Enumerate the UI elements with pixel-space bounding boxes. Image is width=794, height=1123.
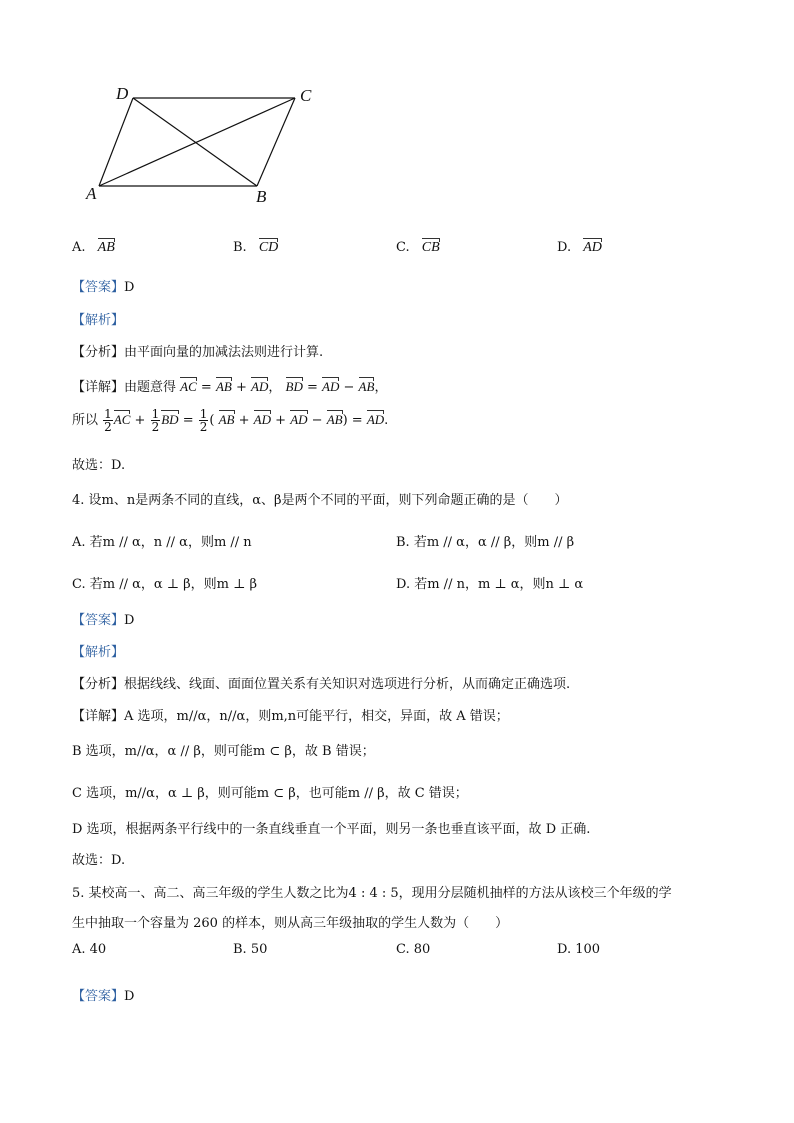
q5-answer	[72, 985, 134, 1004]
q3-option-d	[557, 240, 602, 256]
q3-fenxi	[72, 341, 323, 360]
option-letter: C.	[396, 240, 410, 255]
vector-ac: AC	[113, 412, 131, 427]
xiangjie-line-a: A 选项，m//α，n//α，则m,n可能平行，相交，异面，故 A 错误；	[124, 709, 509, 724]
vector-ab: AB	[358, 379, 375, 394]
q5-option-b: B. 50	[233, 942, 268, 957]
q4-line-b: B 选项，m//α，α // β，则可能m ⊂ β，故 B 错误；	[72, 744, 375, 759]
q4-option-c: C. 若m // α，α ⊥ β，则m ⊥ β	[72, 577, 257, 592]
vector-ab: AB	[218, 412, 235, 427]
q4-line-c: C 选项，m//α，α ⊥ β，则可能m ⊂ β，也可能m // β，故 C 错误；	[72, 786, 468, 801]
vector-cd: CD	[258, 240, 279, 255]
q3-result-line: 所以 $\frac{1}{2}$ AC + $\frac{1}{2}$ BD = $\frac{1}{2}$ ( AB + AD + AD − AB) = AD.	[72, 407, 389, 434]
q4-analysis-tag: 【解析】	[72, 645, 125, 660]
q4-stem	[72, 489, 568, 508]
vector-bd: BD	[285, 379, 303, 394]
answer-value: D	[124, 613, 135, 628]
q5-option-c: C. 80	[396, 942, 431, 957]
answer-tag: 【答案】	[72, 280, 125, 295]
q3-option-a	[72, 240, 115, 256]
answer-tag: 【答案】	[72, 613, 125, 628]
q3-xiangjie: 【详解】由题意得 AC = AB + AD， BD = AD − AB，	[72, 379, 388, 395]
q5-stem-line1: 5. 某校高一、高二、高三年级的学生人数之比为4 : 4 : 5，现用分层随机抽样的方法从该校三个年级的学	[72, 886, 672, 901]
fraction-half: $\frac{1}{2}$	[104, 407, 112, 434]
answer-value: D	[124, 280, 135, 295]
xiangjie-prefix: 由题意得	[124, 380, 177, 395]
q4-line-d: D 选项，根据两条平行线中的一条直线垂直一个平面，则另一条也垂直该平面，故 D 正确.	[72, 822, 591, 837]
vector-ab: AB	[215, 379, 232, 394]
question-text: 设m、n是两条不同的直线，α、β是两个不同的平面，则下列命题正确的是（ ）	[88, 493, 568, 508]
q3-conclusion: 故选：D.	[72, 458, 126, 473]
answer-value: D	[124, 989, 135, 1004]
label-B: B	[256, 187, 267, 206]
q4-option-b: B. 若m // α，α // β，则m // β	[396, 535, 575, 550]
question-number: 4.	[72, 493, 85, 508]
fenxi-text: 根据线线、线面、面面位置关系有关知识对选项进行分析，从而确定正确选项.	[124, 677, 571, 692]
fraction-half: $\frac{1}{2}$	[199, 407, 208, 434]
option-letter: B.	[233, 240, 247, 255]
vector-ad: AD	[253, 412, 272, 427]
q4-answer	[72, 609, 134, 628]
fraction-half: $\frac{1}{2}$	[151, 407, 160, 434]
label-A: A	[86, 184, 97, 203]
vector-ad: AD	[290, 412, 308, 427]
option-letter: D.	[557, 240, 572, 255]
vector-ad: AD	[251, 379, 269, 394]
q4-conclusion: 故选：D.	[72, 853, 126, 868]
q4-option-d: D. 若m // n，m ⊥ α，则n ⊥ α	[396, 577, 584, 592]
option-letter: A.	[72, 240, 86, 255]
xiangjie-tag: 【详解】	[72, 380, 125, 395]
q3-answer	[72, 276, 134, 295]
q3-option-c	[396, 240, 440, 256]
suoyi: 所以	[72, 413, 99, 428]
q4-option-a: A. 若m // α，n // α，则m // n	[72, 535, 252, 550]
vector-ad: AD	[583, 240, 602, 255]
vector-ac: AC	[180, 379, 197, 394]
q5-stem-line2: 生中抽取一个容量为 260 的样本，则从高三年级抽取的学生人数为（ ）	[72, 916, 509, 931]
fenxi-tag: 【分析】	[72, 345, 125, 360]
fenxi-tag: 【分析】	[72, 677, 125, 692]
q5-option-d: D. 100	[557, 942, 601, 957]
q5-option-a: A. 40	[72, 942, 107, 957]
answer-tag: 【答案】	[72, 989, 125, 1004]
q3-analysis-tag: 【解析】	[72, 313, 125, 328]
vector-ab: AB	[326, 412, 343, 427]
vector-cb: CB	[421, 240, 440, 255]
vector-ad: AD	[322, 379, 340, 394]
vector-ad: AD	[366, 412, 385, 427]
vector-bd: BD	[161, 412, 179, 427]
fenxi-text: 由平面向量的加减法法则进行计算.	[124, 345, 324, 360]
xiangjie-tag: 【详解】	[72, 709, 125, 724]
q4-xiangjie	[72, 705, 509, 724]
q4-fenxi	[72, 673, 570, 692]
label-D: D	[116, 84, 129, 103]
label-C: C	[300, 86, 312, 105]
q3-option-b	[233, 240, 278, 256]
vector-ab: AB	[97, 240, 115, 255]
